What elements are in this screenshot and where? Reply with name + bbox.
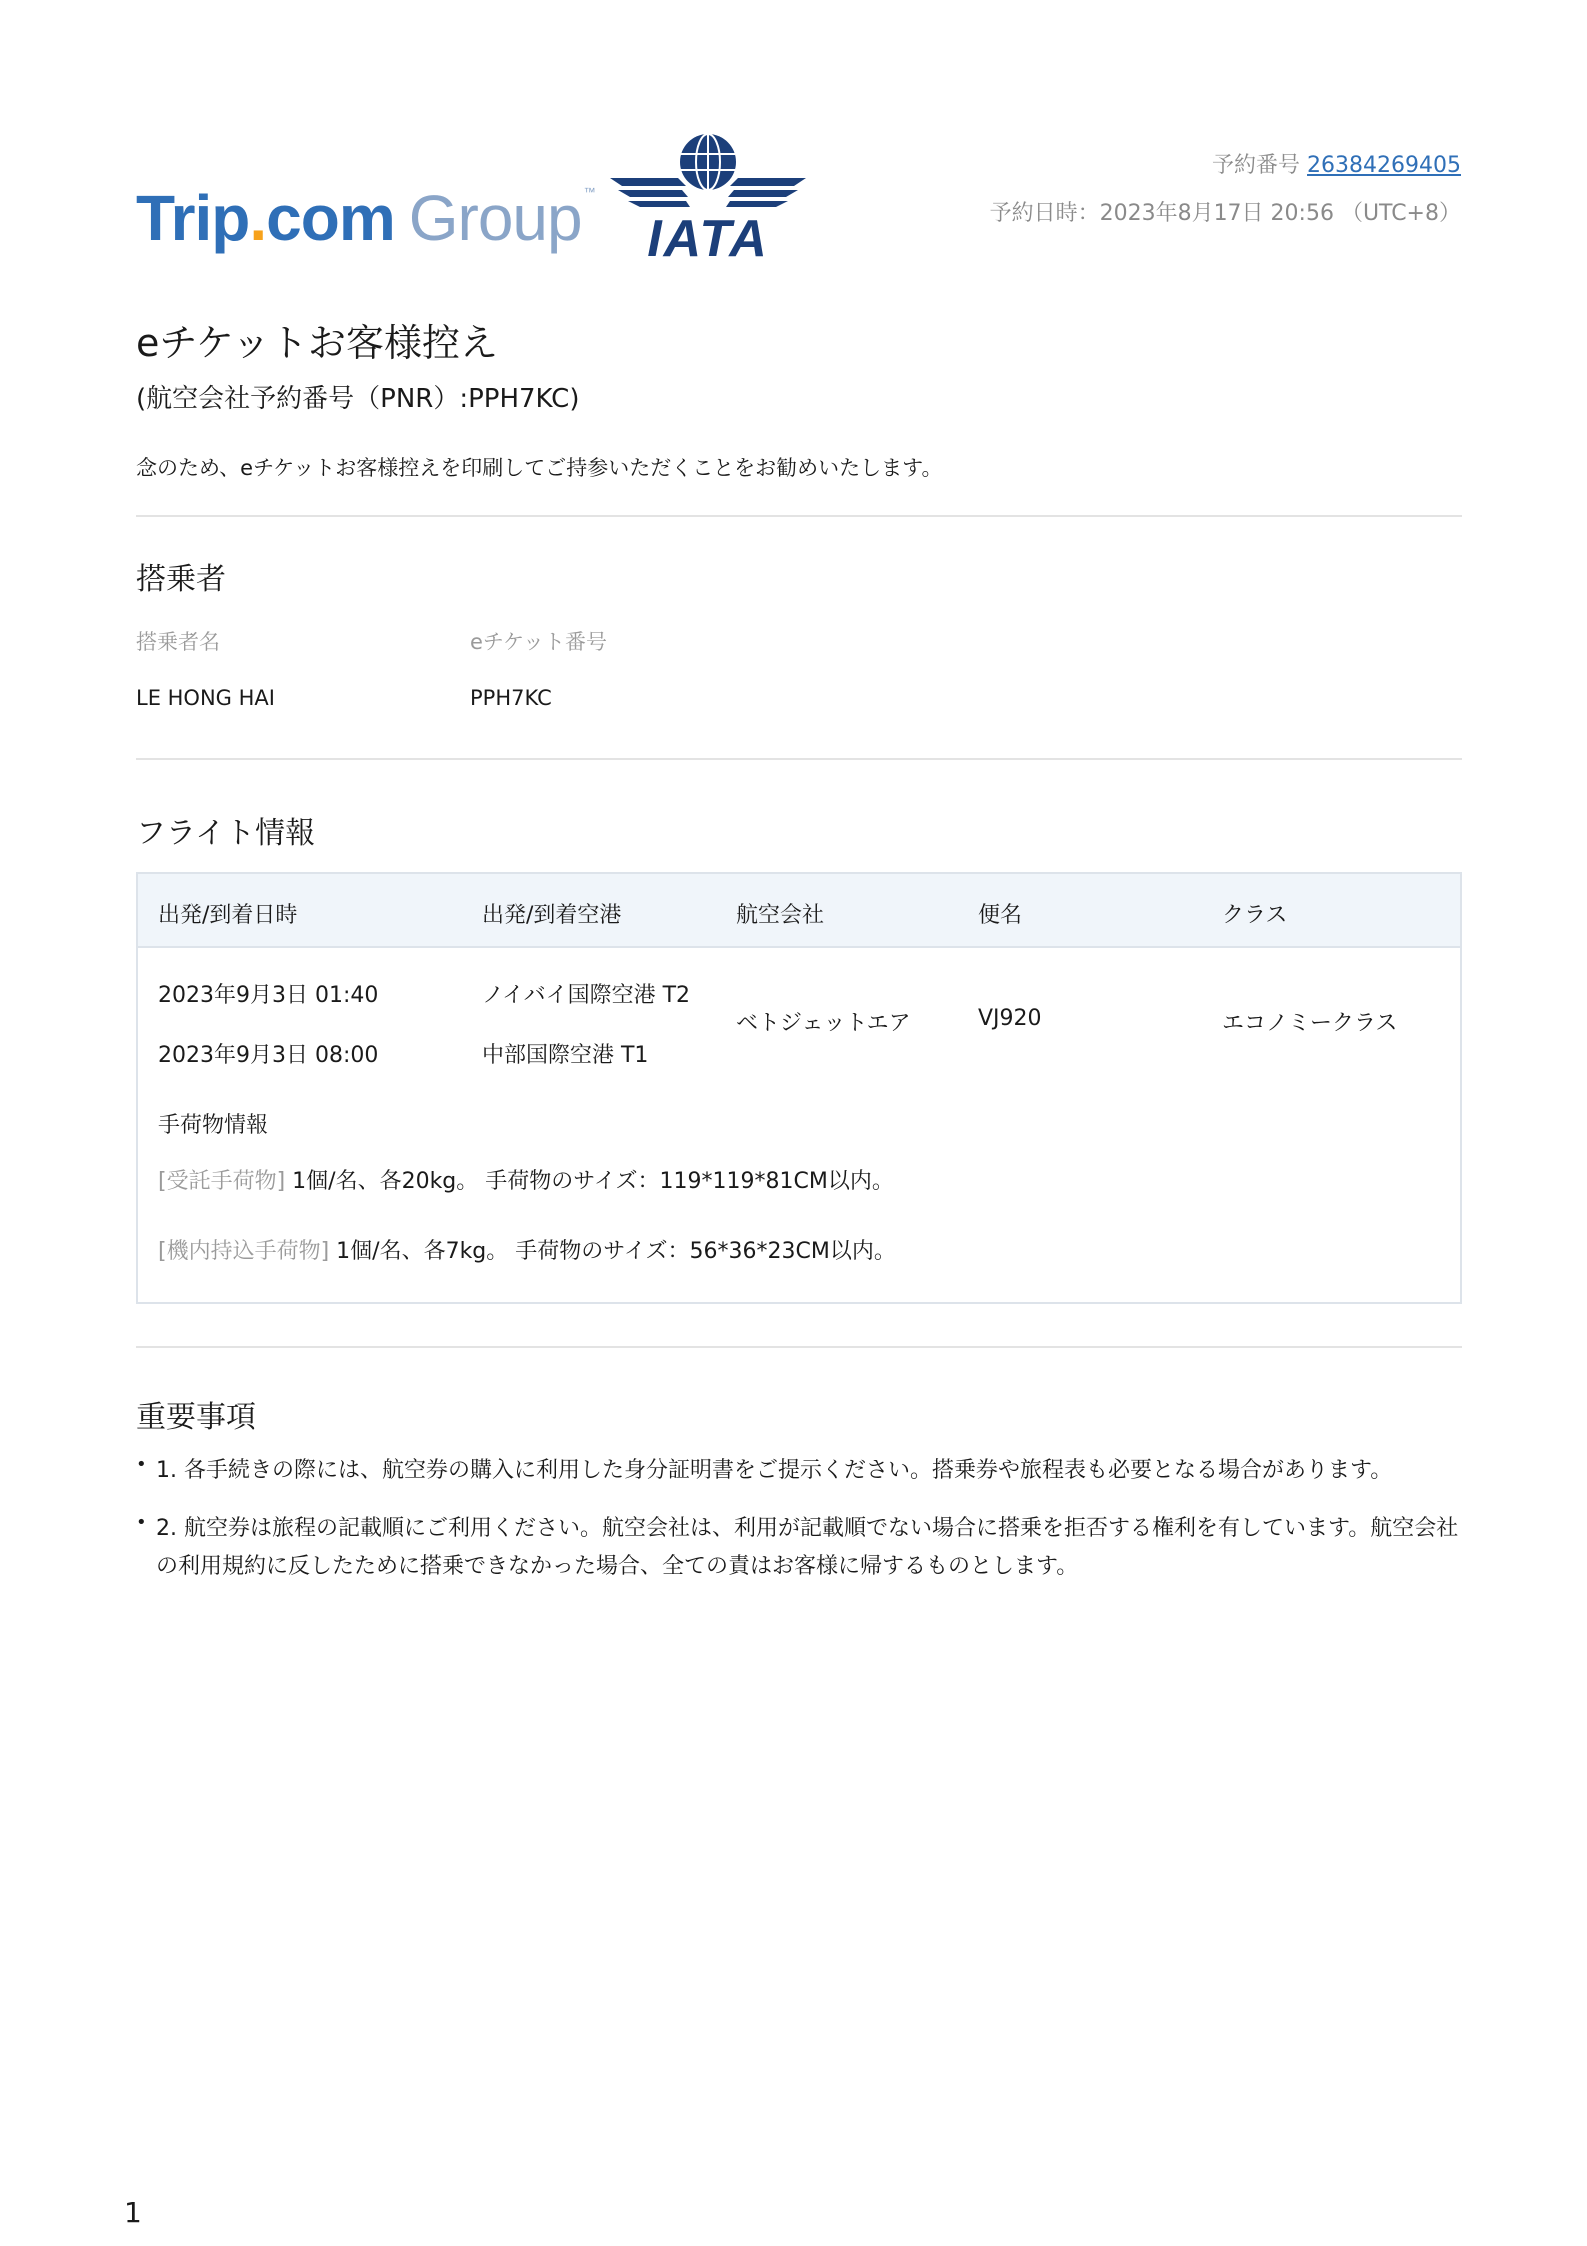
baggage-info-title: 手荷物情報 xyxy=(158,1113,269,1138)
important-note-text: 2. 航空券は旅程の記載順にご利用ください。航空会社は、利用が記載順でない場合に搭乗を拒否する権利を有しています。航空会社の利用規約に反したために搭乗できなかった場合、全ての責はお客様に帰するものとします。 xyxy=(156,1516,1459,1579)
header-flight-no: 便名 xyxy=(978,903,1023,928)
important-notes-list xyxy=(136,1452,1462,1606)
important-note-text: 1. 各手続きの際には、航空券の購入に利用した身分証明書をご提示ください。搭乗券や旅程表も必要となる場合があります。 xyxy=(156,1458,1393,1483)
departure-datetime: 2023年9月3日 01:40 xyxy=(158,983,379,1008)
header-airport: 出発/到着空港 xyxy=(482,903,622,928)
carryon-baggage-info xyxy=(158,1234,896,1265)
flight-info-table xyxy=(136,872,1462,1304)
carryon-baggage-text: 1個/名、各7kg。 手荷物のサイズ：56*36*23CM以内。 xyxy=(329,1239,896,1264)
divider xyxy=(136,515,1462,517)
bullet-icon: • xyxy=(136,1454,147,1475)
arrival-datetime: 2023年9月3日 08:00 xyxy=(158,1043,379,1068)
important-section-title: 重要事項 xyxy=(136,1400,256,1435)
header-airline: 航空会社 xyxy=(736,903,825,928)
eticket-number-label: eチケット番号 xyxy=(470,630,608,654)
airline-name: ベトジェットエア xyxy=(736,1011,911,1036)
booking-datetime: 予約日時：2023年8月17日 20:56 （UTC+8） xyxy=(989,201,1461,226)
checked-baggage-tag: [受託手荷物] xyxy=(158,1169,286,1194)
passenger-name-label: 搭乗者名 xyxy=(136,630,220,654)
bullet-icon: • xyxy=(136,1512,147,1533)
departure-airport: ノイバイ国際空港 T2 xyxy=(482,983,691,1008)
iata-logo-icon xyxy=(608,132,808,262)
flight-number: VJ920 xyxy=(978,1006,1042,1031)
passenger-name-value: LE HONG HAI xyxy=(136,686,275,710)
tripcom-group-logo: Trip.com Group ™ xyxy=(136,182,595,254)
cabin-class: エコノミークラス xyxy=(1222,1011,1398,1036)
page-number: 1 xyxy=(124,2196,142,2229)
pnr-subtitle: (航空会社予約番号（PNR）:PPH7KC) xyxy=(136,384,580,414)
iata-logo-text: IATA xyxy=(647,210,769,262)
checked-baggage-info xyxy=(158,1164,894,1195)
important-note xyxy=(136,1452,1462,1490)
checked-baggage-text: 1個/名、各20kg。 手荷物のサイズ：119*119*81CM以内。 xyxy=(285,1169,894,1194)
print-notice: 念のため、eチケットお客様控えを印刷してご持参いただくことをお勧めいたします。 xyxy=(136,456,943,480)
arrival-airport: 中部国際空港 T1 xyxy=(482,1043,649,1068)
passenger-section-title: 搭乗者 xyxy=(136,562,226,597)
page-title: eチケットお客様控え xyxy=(136,321,498,365)
carryon-baggage-tag: [機内持込手荷物] xyxy=(158,1239,330,1264)
header-datetime: 出発/到着日時 xyxy=(158,903,298,928)
important-note xyxy=(136,1510,1462,1586)
flight-table-header xyxy=(138,874,1460,948)
booking-number xyxy=(1212,148,1461,179)
header-class: クラス xyxy=(1222,903,1288,928)
divider xyxy=(136,758,1462,760)
booking-number-link[interactable]: 26384269405 xyxy=(1307,153,1461,178)
booking-number-label: 予約番号 xyxy=(1212,153,1301,178)
divider xyxy=(136,1346,1462,1348)
eticket-number-value: PPH7KC xyxy=(470,686,552,710)
flight-section-title: フライト情報 xyxy=(136,816,316,851)
